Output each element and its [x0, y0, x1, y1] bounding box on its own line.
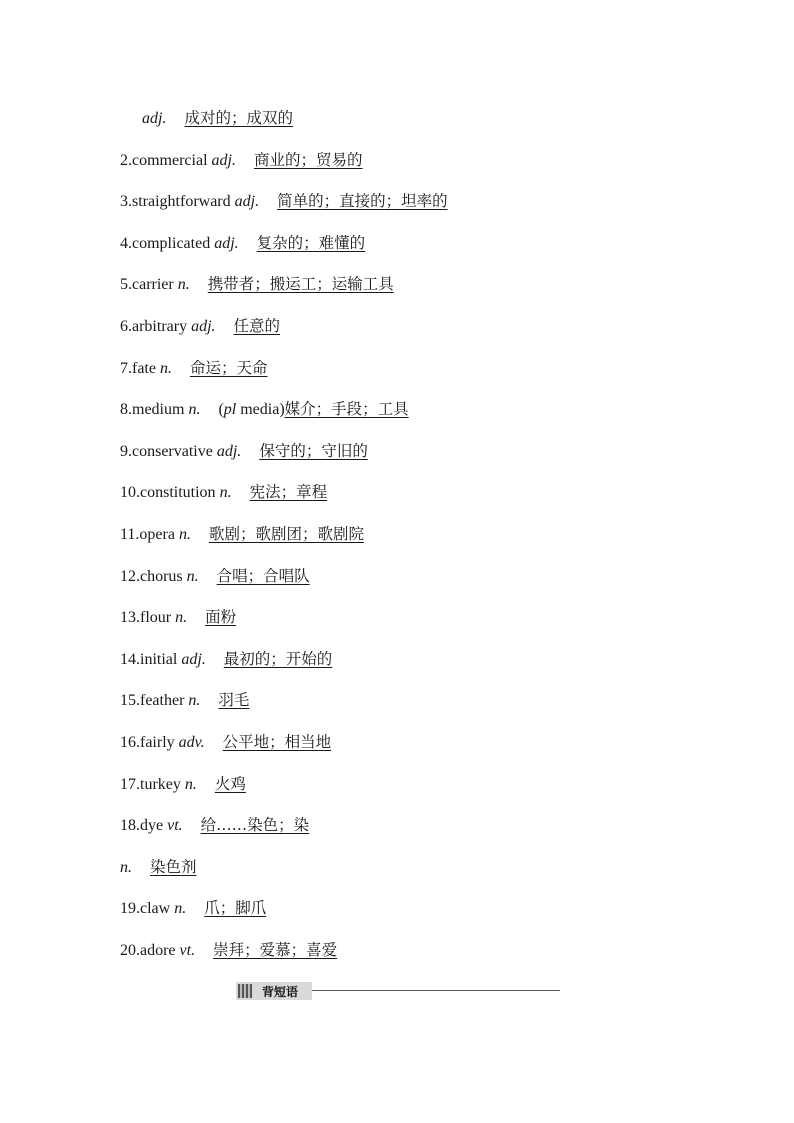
chinese-meaning: 简单的；直接的；坦率的: [277, 192, 448, 210]
part-of-speech: n.: [186, 568, 199, 585]
entry-number: 16.: [120, 734, 140, 751]
chinese-meaning: 给……染色；染: [200, 816, 310, 834]
chinese-meaning: 保守的；守旧的: [259, 442, 368, 460]
vocab-entry-5: [120, 271, 394, 297]
part-of-speech: n.: [178, 526, 191, 543]
entry-number: 3.: [120, 193, 132, 210]
english-word: turkey: [140, 776, 181, 793]
part-of-speech: n.: [159, 360, 172, 377]
vocab-entry-15: [120, 687, 249, 713]
part-of-speech: adj.: [142, 110, 167, 127]
chinese-meaning: 公平地；相当地: [222, 733, 332, 751]
english-word: opera: [139, 526, 175, 543]
english-word: fate: [132, 360, 156, 377]
english-word: adore: [140, 942, 176, 959]
chinese-meaning: 爪；脚爪: [204, 899, 267, 917]
section-tag: [236, 982, 312, 1000]
chinese-meaning: 商业的；贸易的: [253, 151, 363, 169]
chinese-meaning: 面粉: [205, 608, 237, 626]
entry-number: 19.: [120, 900, 140, 917]
english-word: straightforward: [132, 193, 231, 210]
vocab-entry-12: [120, 563, 310, 589]
chinese-meaning: 最初的；开始的: [223, 650, 333, 668]
plural-form: media): [236, 401, 285, 418]
entry-number: 12.: [120, 568, 140, 585]
english-word: commercial: [132, 152, 208, 169]
chinese-meaning: 成对的；成双的: [184, 109, 293, 127]
chinese-meaning: 复杂的；难懂的: [256, 234, 366, 252]
chinese-meaning: 火鸡: [214, 775, 246, 793]
part-of-speech: n.: [188, 401, 201, 418]
english-word: fairly: [140, 734, 175, 751]
vocab-entry-4: [120, 230, 365, 256]
part-of-speech: n.: [219, 484, 232, 501]
vocab-entry-3: [120, 188, 448, 214]
english-word: medium: [132, 401, 185, 418]
entry-number: 7.: [120, 360, 132, 377]
entry-number: 2.: [120, 152, 132, 169]
vocab-entry-10: [120, 479, 327, 505]
vocab-entry-6: [120, 313, 280, 339]
part-of-speech: n.: [177, 276, 190, 293]
part-of-speech: vt.: [167, 817, 183, 834]
part-of-speech: adj.: [234, 193, 260, 210]
entry-number: 11.: [120, 526, 140, 543]
part-of-speech: adj.: [181, 651, 206, 668]
vocab-entry-13: [120, 604, 236, 630]
vocab-entry-19: [120, 895, 266, 921]
chinese-meaning: 合唱；合唱队: [216, 567, 310, 585]
entry-number: 20.: [120, 942, 140, 959]
entry-number: 14.: [120, 651, 140, 668]
part-of-speech: n.: [188, 692, 201, 709]
entry-number: 9.: [120, 443, 132, 460]
chinese-meaning: 宪法；章程: [249, 483, 328, 501]
chinese-meaning: 羽毛: [218, 691, 250, 709]
section-header-phrases: [236, 982, 560, 1000]
plural-abbrev: pl: [223, 401, 237, 418]
vocab-entry-18: [120, 812, 309, 838]
english-word: complicated: [132, 235, 211, 252]
plural-note: [218, 401, 284, 418]
vocab-entry-14: [120, 646, 332, 672]
chinese-meaning: 崇拜；爱慕；喜爱: [213, 941, 338, 959]
english-word: chorus: [140, 568, 183, 585]
part-of-speech: vt.: [179, 942, 196, 959]
section-title: 背短语: [262, 984, 299, 999]
part-of-speech: adv.: [178, 734, 205, 751]
chinese-meaning: 媒介；手段；工具: [284, 400, 409, 418]
entry-number: 15.: [120, 692, 140, 709]
part-of-speech: adj.: [214, 235, 239, 252]
entry-number: 8.: [120, 401, 132, 418]
part-of-speech: n.: [120, 859, 132, 876]
section-divider: [312, 990, 560, 991]
entry-number: 13.: [120, 609, 140, 626]
vocab-entry-18-noun: [120, 854, 197, 880]
vocab-entry-20: [120, 937, 337, 963]
vocab-entry-17: [120, 771, 246, 797]
plural-note-open: (: [218, 401, 224, 418]
part-of-speech: n.: [174, 900, 187, 917]
english-word: dye: [140, 817, 164, 834]
chinese-meaning: 染色剂: [150, 858, 197, 876]
entry-number: 17.: [120, 776, 140, 793]
chinese-meaning: 命运；天命: [189, 359, 268, 377]
vocab-entry-11: [120, 521, 364, 547]
entry-number: 5.: [120, 276, 132, 293]
entry-number: 6.: [120, 318, 132, 335]
vocab-entry-16: [120, 729, 331, 755]
english-word: claw: [140, 900, 171, 917]
chinese-meaning: 任意的: [233, 317, 281, 335]
english-word: feather: [140, 692, 185, 709]
book-spine-icon: [238, 984, 252, 998]
english-word: initial: [140, 651, 178, 668]
part-of-speech: adj.: [216, 443, 242, 460]
vocab-entry-9: [120, 438, 368, 464]
entry-number: 4.: [120, 235, 132, 252]
chinese-meaning: 携带者；搬运工；运输工具: [207, 275, 394, 293]
english-word: constitution: [140, 484, 216, 501]
english-word: flour: [140, 609, 172, 626]
part-of-speech: adj.: [211, 152, 236, 169]
vocab-entry-7: [120, 355, 268, 381]
english-word: conservative: [132, 443, 213, 460]
vocab-entry-1-continuation: [138, 105, 293, 131]
english-word: carrier: [132, 276, 174, 293]
english-word: arbitrary: [132, 318, 188, 335]
entry-number: 10.: [120, 484, 140, 501]
part-of-speech: n.: [175, 609, 188, 626]
vocab-entry-2: [120, 147, 362, 173]
entry-number: 18.: [120, 817, 140, 834]
part-of-speech: n.: [184, 776, 197, 793]
part-of-speech: adj.: [191, 318, 216, 335]
vocab-entry-8: [120, 396, 409, 422]
chinese-meaning: 歌剧；歌剧团；歌剧院: [208, 525, 364, 543]
